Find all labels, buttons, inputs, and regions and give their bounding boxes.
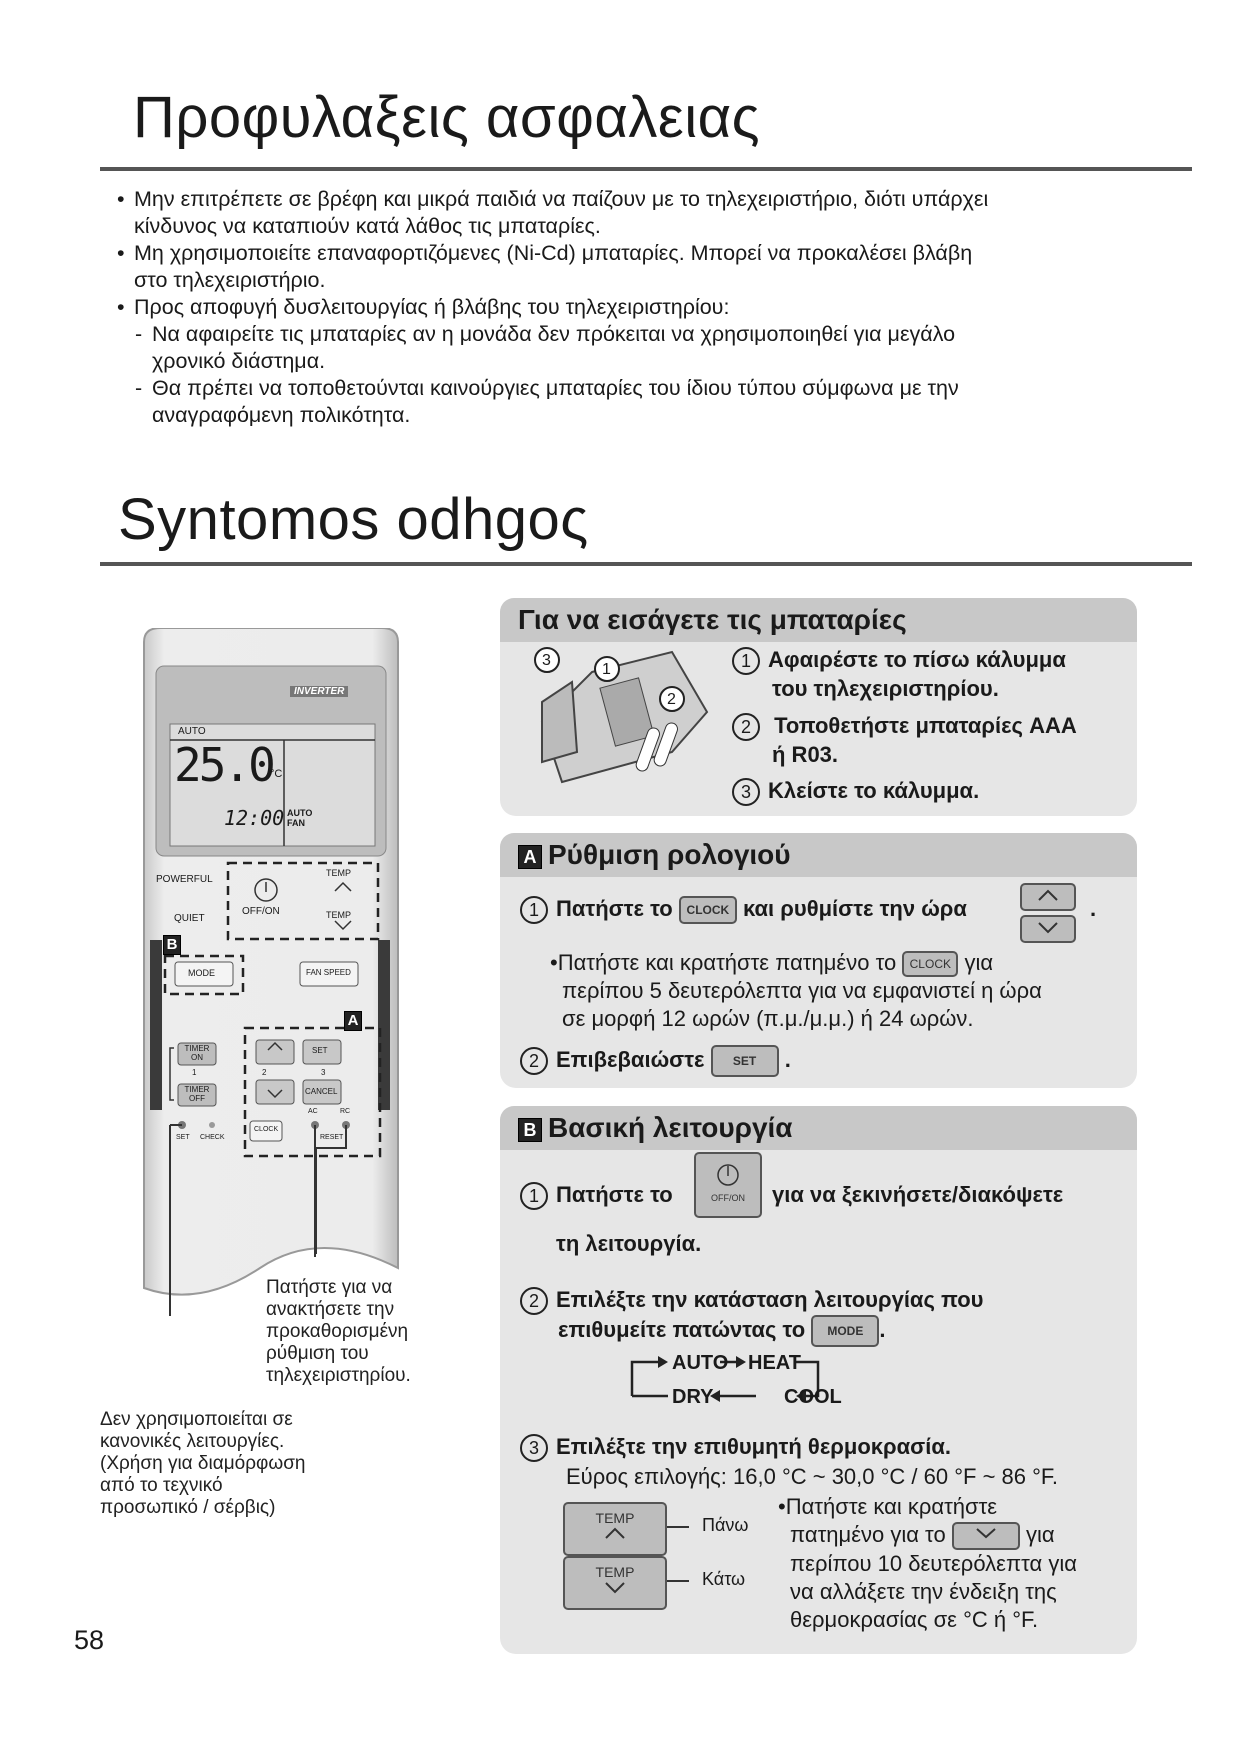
mode-button-icon[interactable]: MODE [811, 1315, 879, 1347]
mode-cool: COOL [784, 1386, 842, 1408]
timer-number-3: 3 [321, 1068, 326, 1077]
basic-step-1-text: για να ξεκινήσετε/διακόψετε [772, 1182, 1064, 1207]
battery-step-2: 2 Τοποθετήστε μπαταρίες AAA ή R03. [732, 712, 1077, 769]
list-item: • Μην επιτρέπετε σε βρέφη και μικρά παιδιά να παίζουν με το τηλεχειριστήριο, διότι υπάρχει [117, 187, 989, 211]
reset-label: RESET [320, 1134, 344, 1141]
title-divider [100, 167, 1192, 171]
set-annotation: Δεν χρησιμοποιείται σε κανονικές λειτουργίες. (Χρήση για διαμόρφωση από το τεχνικό προσωπικό / σέρβις) [100, 1409, 306, 1518]
basic-panel-title: B Βασική λειτουργία [500, 1106, 1137, 1150]
up-leader-line [667, 1526, 689, 1528]
basic-step-1-cont: τη λειτουργία. [556, 1231, 702, 1256]
set-button-icon[interactable]: SET [711, 1045, 779, 1077]
list-item: • Προς αποφυγή δυσλειτουργίας ή βλάβης του τηλεχειριστηρίου: [117, 295, 730, 319]
check-label: CHECK [200, 1134, 225, 1141]
list-item: • Μη χρησιμοποιείτε επαναφορτιζόμενες (Ni-Cd) μπαταρίες. Μπορεί να προκαλέσει βλάβη [117, 241, 973, 265]
basic-step-1: 1 Πατήστε το [520, 1181, 673, 1210]
illus-step-1: 1 [602, 661, 611, 678]
label-a-marker: A [344, 1011, 362, 1031]
timer-on-button[interactable]: TIMER ON [184, 1044, 210, 1062]
offon-button-icon[interactable]: OFF/ON [694, 1152, 762, 1218]
down-arrow-button[interactable] [1020, 915, 1076, 943]
set-hole-label: SET [176, 1134, 190, 1141]
timer-off-button[interactable]: TIMER OFF [184, 1085, 210, 1103]
list-item: - Να αφαιρείτε τις μπαταρίες αν η μονάδα δεν πρόκειται να χρησιμοποιηθεί για μεγάλο [135, 322, 956, 346]
clock-step-1: 1 Πατήστε το CLOCK και ρυθμίστε την ώρα [520, 895, 967, 924]
time-adjust-buttons [1020, 883, 1076, 943]
ac-label: AC [308, 1108, 318, 1115]
fan-speed-button[interactable]: FAN SPEED [306, 968, 351, 977]
temp-up-button[interactable]: TEMP [326, 868, 352, 878]
timer-number-2: 2 [262, 1068, 267, 1077]
offon-button[interactable]: OFF/ON [242, 906, 280, 917]
timer-number-1: 1 [192, 1068, 197, 1077]
lcd-temperature: 25.0 [174, 738, 273, 792]
inverter-logo: INVERTER [290, 686, 348, 697]
battery-step-1: 1 Αφαιρέστε το πίσω κάλυμμα του τηλεχειριστηρίου. [732, 646, 1066, 703]
lcd-mode: AUTO [178, 726, 206, 737]
battery-step-3: 3 Κλείστε το κάλυμμα. [732, 777, 979, 806]
clock-step-2: 2 Επιβεβαιώστε SET . [520, 1045, 791, 1077]
lcd-temp-unit: °C [270, 768, 283, 780]
clock-step-1-end: . [1090, 896, 1097, 921]
quiet-button[interactable]: QUIET [174, 913, 205, 924]
section-title-quick-guide: Syntomos οdhgoς [118, 487, 589, 552]
lcd-time: 12:00 [224, 806, 285, 830]
basic-step-3: 3 Επιλέξτε την επιθυμητή θερμοκρασία. [520, 1433, 951, 1462]
basic-step-2: 2 Επιλέξτε την κατάσταση λειτουργίας που επιθυμείτε πατώντας το MODE . [520, 1286, 984, 1347]
mode-dry: DRY [672, 1386, 714, 1408]
down-arrow-button-icon[interactable] [952, 1522, 1020, 1550]
cancel-button[interactable]: CANCEL [305, 1087, 338, 1096]
temp-down-button-icon[interactable]: TEMP [563, 1556, 667, 1610]
list-item: - Θα πρέπει να τοποθετούνται καινούργιες μπαταρίες του ίδιου τύπου σύμφωνα με την [135, 376, 959, 400]
battery-panel [500, 598, 1137, 816]
mode-auto: AUTO [672, 1352, 729, 1374]
clock-button-icon[interactable]: CLOCK [902, 951, 958, 977]
remote-illustration [120, 628, 420, 1368]
list-item: στο τηλεχειριστήριο. [134, 268, 326, 292]
down-label: Κάτω [702, 1569, 746, 1589]
set-button[interactable]: SET [312, 1046, 328, 1055]
temp-note: •Πατήστε και κρατήστε πατημένο για το για περίπου 10 δευτερόλεπτα για να αλλάξετε την ένδειξη της θερμοκρασίας σε °C ή °F. [778, 1494, 1077, 1633]
battery-panel-title: Για να εισάγετε τις μπαταρίες [500, 598, 1137, 642]
clock-button-icon[interactable]: CLOCK [679, 896, 737, 924]
label-b-marker: B [163, 935, 181, 955]
temp-range: Εύρος επιλογής: 16,0 °C ~ 30,0 °C / 60 °F ~ 86 °F. [566, 1464, 1059, 1489]
temp-down-button[interactable]: TEMP [326, 910, 352, 920]
reset-annotation: Πατήστε για να ανακτήσετε την προκαθορισμένη ρύθμιση του τηλεχειριστηρίου. [266, 1277, 411, 1386]
safety-list [100, 186, 1200, 429]
title-divider [100, 562, 1192, 566]
temp-up-button-icon[interactable]: TEMP [563, 1502, 667, 1556]
mode-button[interactable]: MODE [188, 968, 215, 978]
illus-step-2: 2 [667, 691, 676, 708]
up-arrow-button[interactable] [1020, 883, 1076, 911]
clock-panel [500, 833, 1137, 1088]
lcd-fan: AUTO FAN [287, 808, 313, 828]
clock-note: •Πατήστε και κρατήστε πατημένο το CLOCK για περίπου 5 δευτερόλεπτα για να εμφανιστεί η ώρα σε μορφή 12 ωρών (π.μ./μ.μ.) ή 24 ωρών. [550, 950, 1042, 1032]
section-title-safety: Προφυλαξεις ασφαλειας [133, 85, 761, 150]
up-label: Πάνω [702, 1515, 749, 1535]
clock-button[interactable]: CLOCK [254, 1126, 279, 1133]
illus-step-3: 3 [542, 652, 551, 669]
list-item: κίνδυνος να καταπιούν κατά λάθος τις μπαταρίες. [134, 214, 601, 238]
list-item: χρονικό διάστημα. [152, 349, 326, 373]
page-number: 58 [74, 1625, 105, 1655]
list-item: αναγραφόμενη πολικότητα. [152, 403, 411, 427]
rc-label: RC [340, 1108, 351, 1115]
mode-heat: HEAT [748, 1352, 801, 1374]
powerful-button[interactable]: POWERFUL [156, 874, 213, 885]
clock-panel-title: A Ρύθμιση ρολογιού [500, 833, 1137, 877]
down-leader-line [667, 1580, 689, 1582]
basic-operation-panel [500, 1106, 1137, 1654]
